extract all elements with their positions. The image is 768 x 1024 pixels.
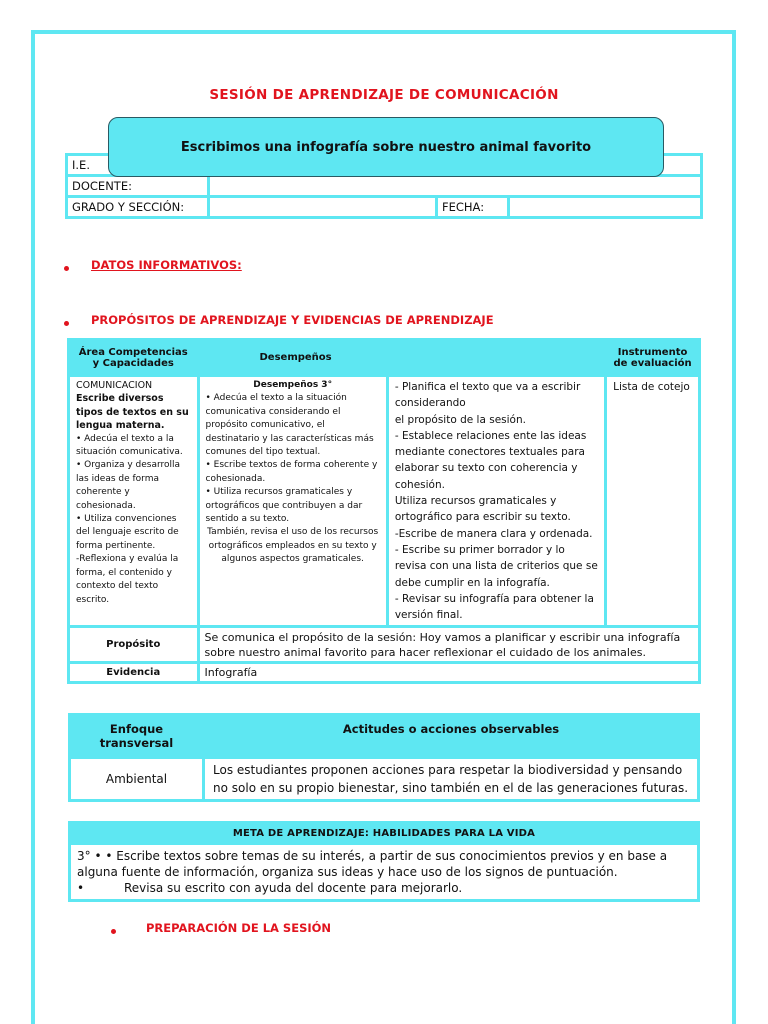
proposito-text: Se comunica el propósito de la sesión: Hoy vamos a planificar y escribir una infografía sobre nuestro animal favorito para hacer reflexionar el cuidado de los animales. [198,627,700,663]
area-item: • Organiza y desarrolla las ideas de forma coherente y cohesionada. [76,460,181,511]
meta-table [68,821,700,902]
criterio-item: el propósito de la sesión. [394,413,526,426]
fecha-label: FECHA: [437,197,509,218]
bullet-icon [64,266,69,271]
ie-label: I.E. [67,155,209,176]
criterios-cell [387,376,605,627]
docente-label: DOCENTE: [67,176,209,197]
header-enfoque: Enfoque transversal [70,715,204,758]
header-instrumento: Instrumento de evaluación [606,340,700,376]
session-banner: Escribimos una infografía sobre nuestro animal favorito [108,117,664,177]
fecha-field[interactable] [509,197,702,218]
section-propositos: PROPÓSITOS DE APRENDIZAJE Y EVIDENCIAS DE APRENDIZAJE [91,313,494,327]
bullet-icon [111,929,116,934]
area-item: -Reflexiona y evalúa la forma, el contenido y contexto del texto escrito. [76,554,179,605]
meta-line: 3° • • Escribe textos sobre temas de su interés, a partir de sus conocimientos previos y en base a alguna fuente de información, organiza sus ideas y hace uso de los signos de puntuación. [77,849,668,879]
header-empty [387,340,605,376]
meta-header: META DE APRENDIZAJE: HABILIDADES PARA LA VIDA [70,823,699,844]
instrumento-cell: Lista de cotejo [606,376,700,627]
header-desempenos: Desempeños [198,340,387,376]
desempenos-title: Desempeños 3° [253,380,333,390]
actitud-value: Los estudiantes proponen acciones para respetar la biodiversidad y pensando no solo en su propio bienestar, sino también en el de las generaciones futuras. [204,758,699,801]
meta-bullet: • [77,881,85,895]
criterio-item: - Escribe su primer borrador y lo revisa con una lista de criterios que se debe cumplir en la infografía. [394,543,598,589]
evidencia-label: Evidencia [69,663,199,683]
area-item: • Adecúa el texto a la situación comunicativa. [76,433,183,458]
section-datos: DATOS INFORMATIVOS: [91,258,242,272]
area-cell [69,376,199,627]
enfoque-value: Ambiental [70,758,204,801]
proposito-label: Propósito [69,627,199,663]
grado-field[interactable] [209,197,437,218]
desempeno-item: • Adecúa el texto a la situación comunicativa considerando el propósito comunicativo, el destinatario y las características más comunes del tipo textual. [205,393,374,458]
header-area: Área Competencias y Capacidades [69,340,199,376]
criterio-item: - Revisar su infografía para obtener la versión final. [394,592,594,622]
criterio-item: - Planifica el texto que va a escribir considerando [394,381,581,410]
desempeno-item: • Escribe textos de forma coherente y cohesionada. [205,460,378,484]
competencies-table [67,338,701,684]
meta-body [70,844,699,901]
grado-label: GRADO Y SECCIÓN: [67,197,209,218]
evidencia-text: Infografía [198,663,700,683]
section-preparacion: PREPARACIÓN DE LA SESIÓN [146,921,332,935]
focus-table [68,713,700,802]
meta-line [77,880,691,896]
docente-field[interactable] [209,176,702,197]
desempenos-cell [198,376,387,627]
page-title: SESIÓN DE APRENDIZAJE DE COMUNICACIÓN [209,87,559,103]
desempeno-note: También, revisa el uso de los recursos ortográficos empleados en su texto y algunos aspectos gramaticales. [207,527,379,565]
header-actitudes: Actitudes o acciones observables [204,715,699,758]
criterio-item: - Establece relaciones ente las ideas mediante conectores textuales para elaborar su texto con coherencia y cohesión. [394,429,587,491]
criterio-item: -Escribe de manera clara y ordenada. [394,527,593,540]
area-title: COMUNICACION [76,380,153,391]
area-competence: Escribe diversos tipos de textos en su lengua materna. [76,393,189,432]
criterio-item: Utiliza recursos gramaticales y ortográfico para escribir su texto. [394,495,571,524]
area-item: • Utiliza convenciones del lenguaje escrito de forma pertinente. [76,514,179,551]
meta-line-text: Revisa su escrito con ayuda del docente para mejorarlo. [124,881,463,895]
desempeno-item: • Utiliza recursos gramaticales y ortográficos que contribuyen a dar sentido a su texto. [205,487,363,525]
bullet-icon [64,321,69,326]
